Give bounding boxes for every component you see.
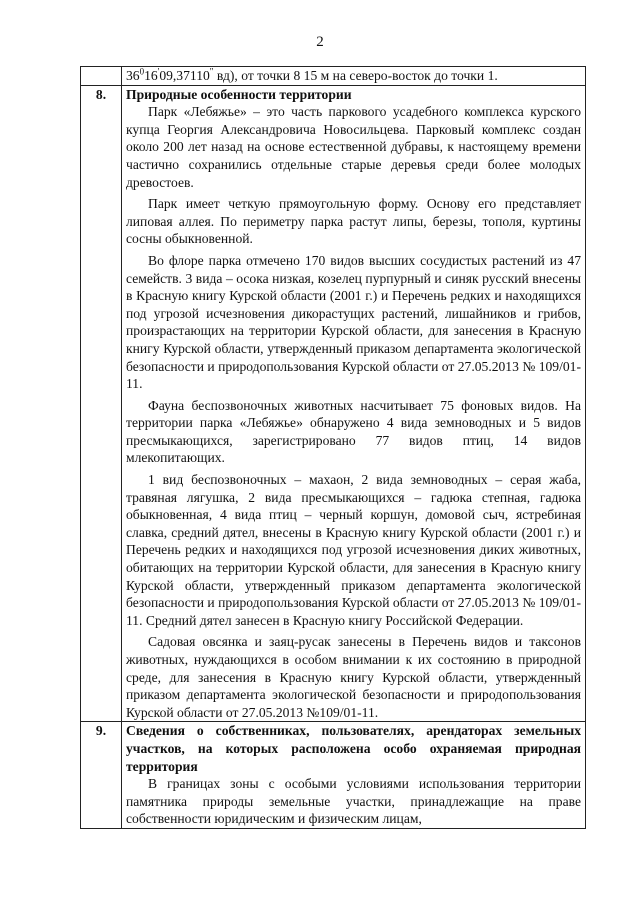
- row-number-empty: [81, 67, 122, 86]
- section-8-paragraph: Фауна беспозвоночных животных насчитывает 75 фоновых видов. На территории парка «Лебяжье» обнаружено 4 вида земноводных и 5 видов пресмыкающихся, зарегистрировано 77 видов птиц, 14 видов млекопитающих.: [126, 397, 581, 466]
- section-8-paragraph: Садовая овсянка и заяц-русак занесены в Перечень видов и таксонов животных, нуждающихся в особом внимании к их состоянию в природной среде, для занесения в Красную книгу Курской области, утвержденный приказом департамента экологической безопасности и природопользования Курской области от 27.05.2013 №109/01-11.: [126, 634, 581, 720]
- coord-lat-seconds: 09,37110: [159, 68, 210, 83]
- section-9-paragraph: В границах зоны с особыми условиями использования территории памятника природы земельные участки, принадлежащие на праве собственности юридическим и физическим лицам,: [126, 776, 581, 827]
- section-9-title: Сведения о собственниках, пользователях, арендаторах земельных участков, на которых расположена особо охраняемая природная территория: [126, 723, 581, 774]
- second-mark: ": [209, 66, 214, 77]
- section-9-content: [122, 722, 586, 829]
- section-8-number: 8.: [81, 85, 122, 722]
- table-row-coords: [81, 67, 586, 86]
- section-8-title: Природные особенности территории: [126, 86, 352, 102]
- degree-mark: 0: [139, 66, 145, 77]
- passport-table: [80, 66, 586, 829]
- section-8-paragraph: Парк имеет четкую прямоугольную форму. Основу его представляет липовая аллея. По периметру парка растут липы, березы, тополя, куртины сосны обыкновенной.: [126, 196, 581, 247]
- minute-mark: ': [157, 66, 160, 77]
- section-8-paragraph: Парк «Лебяжье» – это часть паркового усадебного комплекса курского купца Георгия Александровича Новосильцева. Парковый комплекс создан около 200 лет назад на основе естественной дубравы, к настоящему времени частично сохранились отдельные старые деревья среди более молодых древостоев.: [126, 104, 581, 190]
- table-row-section-8: [81, 85, 586, 722]
- section-8-paragraph: Во флоре парка отмечено 170 видов высших сосудистых растений из 47 семейств. 3 вида – осока низкая, козелец пурпурный и синяк русский внесены в Красную книгу Курской области (2001 г.) и Перечень редких и находящихся под угрозой исчезновения дикорастущих растений, лишайников и грибов, произрастающих на территории Курской области, для занесения в Красную книгу Курской области, утвержденный приказом департамента экологической безопасности и природопользования Курской области от 27.05.2013 № 109/01-11.: [126, 252, 581, 392]
- section-9-number: 9.: [81, 722, 122, 829]
- table-row-section-9: [81, 722, 586, 829]
- coords-continuation-text: [122, 67, 586, 86]
- page-number: 2: [316, 34, 324, 50]
- coord-tail: вд), от точки 8 15 м на северо-восток до точки 1.: [213, 68, 498, 83]
- section-8-content: [122, 85, 586, 722]
- coord-lat-degrees: 36: [126, 68, 140, 83]
- coord-lat-minutes: 16: [144, 68, 158, 83]
- section-8-paragraph: 1 вид беспозвоночных – махаон, 2 вида земноводных – серая жаба, травяная лягушка, 2 вида пресмыкающихся – гадюка степная, гадюка обыкновенная, 4 вида птиц – черный коршун, домовой сыч, ястребиная славка, средний дятел, внесены в Красную книгу Курской области (2001 г.) и Перечень редких и находящихся под угрозой исчезновения диких животных, обитающих на территории Курской области, для занесения в Красную книгу Курской области, утвержденный приказом департамента экологической безопасности и природопользования Курской области от 27.05.2013 № 109/01-11. Средний дятел занесен в Красную книгу Российской Федерации.: [126, 472, 581, 628]
